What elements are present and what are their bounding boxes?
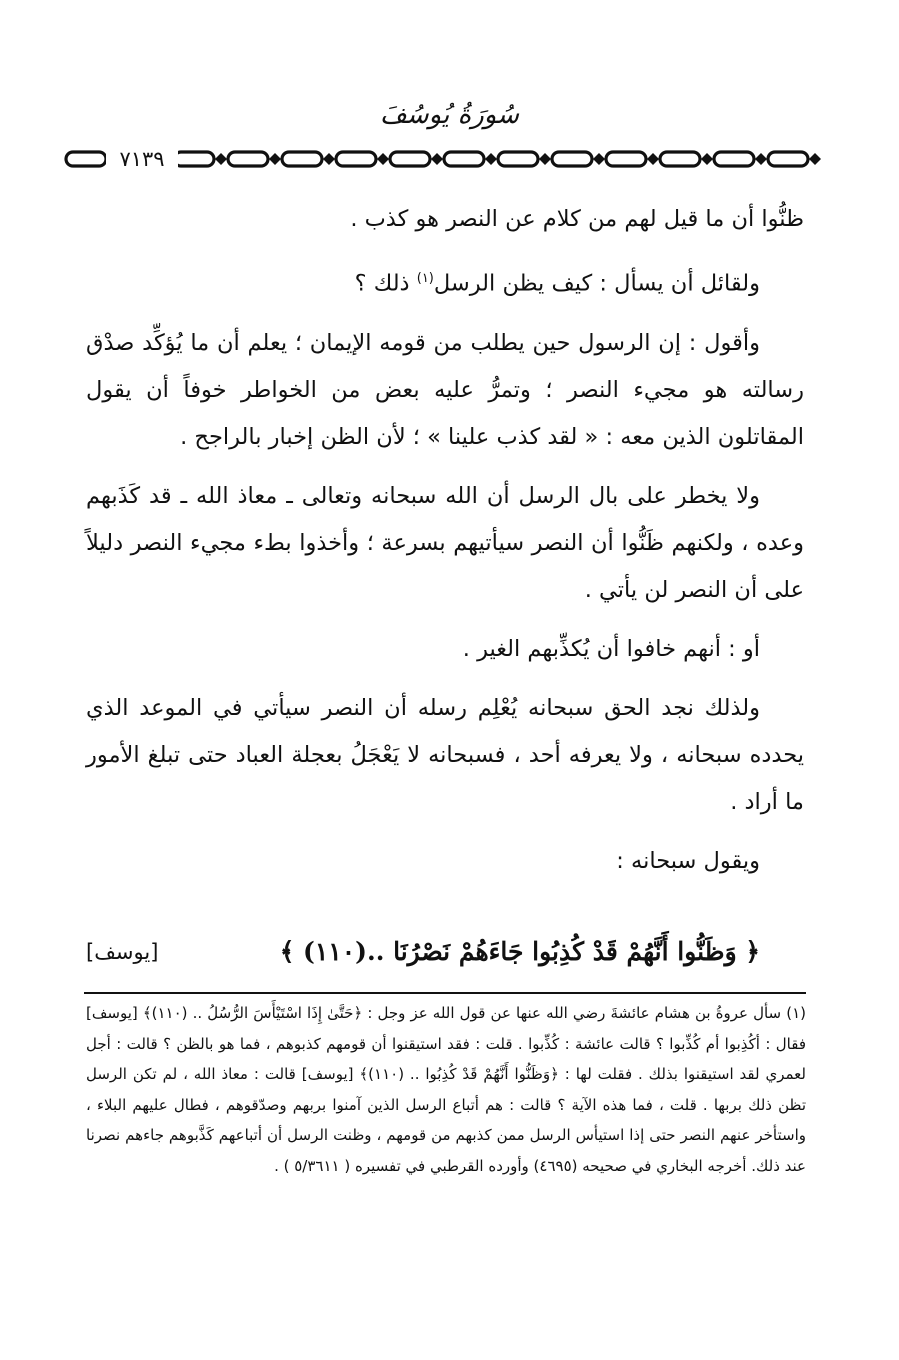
chain-link <box>336 152 376 166</box>
chain-link <box>390 152 430 166</box>
chain-link <box>66 152 106 166</box>
paragraph-4: ولا يخطر على بال الرسل أن الله سبحانه وتعالى ـ معاذ الله ـ قد كَذَبهم وعده ، ولكنهم ظَنُّوا أن النصر سيأتيهم بسرعة ؛ وأخذوا بطء مجيء النصر دليلاً على أن النصر لن يأتي . <box>86 482 804 603</box>
paragraph-2 <box>86 255 804 308</box>
page-number: ٧١٣٩ <box>106 145 178 173</box>
chain-diamond <box>323 153 335 165</box>
quran-verse <box>86 928 804 976</box>
chain-diamond <box>539 153 551 165</box>
paragraph-6: ولذلك نجد الحق سبحانه يُعْلِم رسله أن النصر سيأتي في الموعد الذي يحدده سبحانه ، ولا يعرفه أحد ، فسبحانه لا يَعْجَلُ بعجلة العباد حتى تبلغ الأمور ما أراد . <box>86 694 804 815</box>
paragraph-2-end: ذلك ؟ <box>354 270 417 297</box>
chain-link <box>444 152 484 166</box>
footnote-marker[interactable]: (١) <box>416 271 434 286</box>
chain-diamond <box>755 153 767 165</box>
footnote: (١) سأل عروةُ بن هشام عائشةَ رضي الله عنها عن قول الله عز وجل : ﴿حَتَّىٰ إِذَا اسْتَيْأَسَ الرُّسُلُ .. (١١٠)﴾ [يوسف] فقال : أكُذِبوا أم كُذِّبوا ؟ قالت عائشة : كُذِّبوا . قلت : فقد استيقنوا أن قومهم كذبوهم ، فما هو بالظن ؟ قالت : أجل لعمري لقد استيقنوا بذلك . فقلت لها : ﴿وَظَنُّوا أَنَّهُمْ قَدْ كُذِبُوا .. (١١٠)﴾ [يوسف] قالت : معاذ الله ، لم تكن الرسل تظن ذلك بربها . قلت ، فما هذه الآية ؟ قالت : هم أتباع الرسل الذين آمنوا بربهم وصدّقوهم ، فطال عليهم البلاء ، واستأخر عنهم النصر حتى إذا استيأس الرسل ممن كذبهم من قومهم ، وظنت الرسل أن أتباعهم كَذَّبوهم جاءهم نصرنا عند ذلك. أخرجه البخاري في صحيحه (٤٦٩٥) وأورده القرطبي في تفسيره ( ٥/٣٦١١ ) . <box>86 1004 806 1175</box>
chain-diamond <box>377 153 389 165</box>
chain-diamond <box>215 153 227 165</box>
chain-link <box>714 152 754 166</box>
chain-link <box>606 152 646 166</box>
paragraph-3: وأقول : إن الرسول حين يطلب من قومه الإيمان ؛ يعلم أن ما يُؤكِّد صدْق رسالته هو مجيء النصر ؛ وتمرُّ عليه بعض من الخواطر خوفاً أن يقول المقاتلون الذين معه : « لقد كذب علينا » ؛ لأن الظن إخبار بالراجح . <box>86 329 804 450</box>
surah-title: سُورَةُ يُوسُفَ <box>379 100 520 130</box>
chain-border-ornament <box>64 144 830 174</box>
chain-link <box>552 152 592 166</box>
footnote-divider <box>84 992 806 994</box>
chain-diamond <box>431 153 443 165</box>
chain-diamond <box>809 153 821 165</box>
chain-link <box>228 152 268 166</box>
main-text <box>86 196 804 885</box>
verse-text: ﴿ وَظَنُّوا أَنَّهُمْ قَدْ كُذِبُوا جَاءَهُمْ نَصْرُنَا ..(١١٠) ﴾ <box>279 937 760 966</box>
chain-link <box>498 152 538 166</box>
chain-link <box>282 152 322 166</box>
paragraph-7: ويقول سبحانه : <box>616 847 760 874</box>
chain-link <box>660 152 700 166</box>
chain-diamond <box>701 153 713 165</box>
chain-link <box>768 152 808 166</box>
chain-diamond <box>647 153 659 165</box>
chain-link <box>174 152 214 166</box>
chain-diamond <box>485 153 497 165</box>
paragraph-2-text: ولقائل أن يسأل : كيف يظن الرسل <box>433 270 760 297</box>
paragraph-5: أو : أنهم خافوا أن يُكذِّبهم الغير . <box>462 635 760 662</box>
verse-reference: [يوسف] <box>86 940 159 964</box>
chain-diamond <box>593 153 605 165</box>
chain-diamond <box>269 153 281 165</box>
paragraph-1: ظنُّوا أن ما قيل لهم من كلام عن النصر هو كذب . <box>350 206 804 232</box>
